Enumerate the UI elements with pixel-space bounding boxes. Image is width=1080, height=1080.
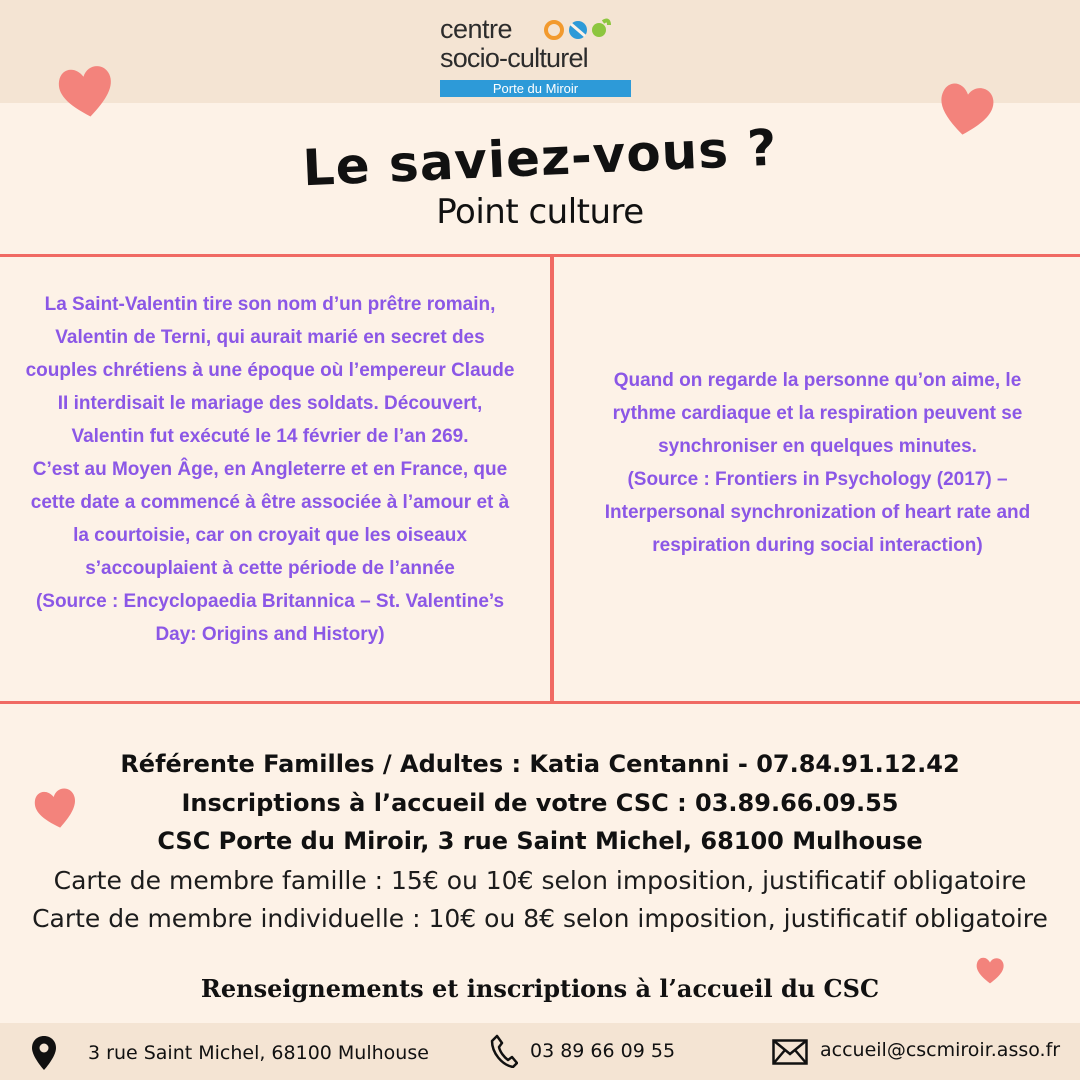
fact-line: II interdisait le mariage des soldats. Découvert, xyxy=(57,393,483,414)
logo-circles-icon xyxy=(543,18,633,44)
fact-line: Valentin de Terni, qui aurait marié en secret des xyxy=(55,327,485,348)
fact-line: La Saint-Valentin tire son nom d’un prêtre romain, xyxy=(44,294,496,315)
fact-line: s’accouplaient à cette période de l’année xyxy=(85,558,455,579)
fact-line: C’est au Moyen Âge, en Angleterre et en France, que xyxy=(32,459,508,480)
fact-line: respiration during social interaction) xyxy=(652,535,983,556)
logo-banner: Porte du Miroir xyxy=(440,80,631,97)
fact-line: Valentin fut exécuté le 14 février de l’an 269. xyxy=(71,426,469,447)
fact-line: Quand on regarde la personne qu’on aime, le xyxy=(613,370,1022,391)
contact-email[interactable]: accueil@cscmiroir.asso.fr xyxy=(820,1039,1061,1061)
page-title: Le saviez-vous ? xyxy=(301,118,779,198)
csc-logo xyxy=(440,14,640,98)
divider-top xyxy=(0,254,1080,257)
carte-famille-line: Carte de membre famille : 15€ ou 10€ selon imposition, justificatif obligatoire xyxy=(53,866,1027,895)
fact-saint-valentin xyxy=(5,288,535,651)
fact-line: (Source : Frontiers in Psychology (2017) – xyxy=(627,469,1008,490)
contact-phone[interactable]: 03 89 66 09 55 xyxy=(530,1040,676,1062)
carte-individuelle-line: Carte de membre individuelle : 10€ ou 8€ selon imposition, justificatif obligatoire xyxy=(32,904,1048,933)
fact-line: (Source : Encyclopaedia Britannica – St. Valentine’s xyxy=(35,591,505,612)
contact-address: 3 rue Saint Michel, 68100 Mulhouse xyxy=(88,1042,429,1064)
location-pin-icon xyxy=(32,1036,56,1070)
referente-line: Référente Familles / Adultes : Katia Centanni - 07.84.91.12.42 xyxy=(120,750,960,778)
heart-icon xyxy=(55,58,117,124)
fact-line: la courtoisie, car on croyait que les oiseaux xyxy=(73,525,467,546)
inscriptions-line: Inscriptions à l’accueil de votre CSC : 03.89.66.09.55 xyxy=(181,789,899,817)
fact-line: Day: Origins and History) xyxy=(155,624,385,645)
divider-vertical xyxy=(550,255,554,703)
logo-line1: centre xyxy=(440,14,513,44)
fact-line: synchroniser en quelques minutes. xyxy=(658,436,977,457)
fact-line: couples chrétiens à une époque où l’empereur Claude xyxy=(25,360,515,381)
fact-line: rythme cardiaque et la respiration peuvent se xyxy=(612,403,1023,424)
logo-line2: socio-culturel xyxy=(440,43,588,73)
divider-bottom xyxy=(0,701,1080,704)
envelope-icon[interactable] xyxy=(772,1039,808,1065)
csc-address-line: CSC Porte du Miroir, 3 rue Saint Michel, 68100 Mulhouse xyxy=(157,827,923,855)
page-subtitle: Point culture xyxy=(436,192,644,232)
fact-line: Interpersonal synchronization of heart rate and xyxy=(604,502,1031,523)
phone-icon[interactable] xyxy=(490,1034,518,1068)
fact-line: cette date a commencé à être associée à l’amour et à xyxy=(30,492,510,513)
renseignements-heading: Renseignements et inscriptions à l’accueil du CSC xyxy=(200,974,880,1003)
fact-synchronisation xyxy=(575,364,1060,562)
